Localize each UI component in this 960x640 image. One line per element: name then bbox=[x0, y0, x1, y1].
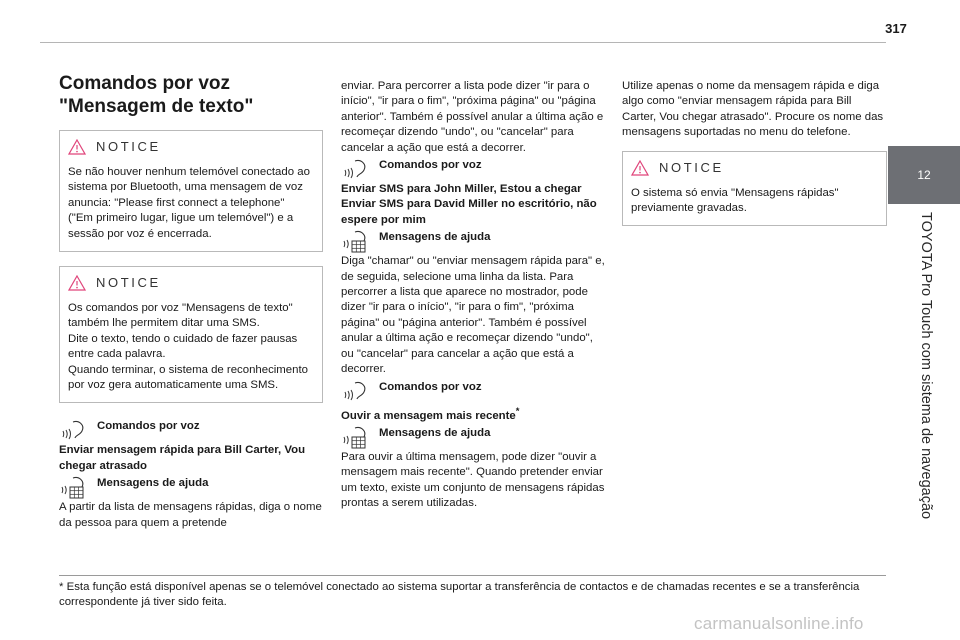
chapter-title: TOYOTA Pro Touch com sistema de navegação bbox=[918, 212, 934, 520]
help-message-header bbox=[59, 474, 323, 500]
notice-text: Os comandos por voz "Mensagens de texto" também lhe permitem ditar uma SMS. bbox=[68, 302, 293, 330]
command-example: Ouvir a mensagem mais recente* bbox=[341, 405, 520, 422]
warning-icon bbox=[68, 139, 86, 155]
voice-command-label: Comandos por voz bbox=[379, 380, 482, 393]
voice-command-header bbox=[59, 417, 323, 443]
column-1 bbox=[59, 72, 323, 531]
section-heading: Comandos por voz "Mensagem de texto" bbox=[59, 73, 254, 117]
command-example: Enviar SMS para John Miller, Estou a chegar Enviar SMS para David Miller no escritório, não espere por mim bbox=[341, 183, 597, 226]
help-text: Para ouvir a última mensagem, pode dizer "ouvir a mensagem mais recente". Quando pretender enviar um texto, existe um conjunto de mensagens rápidas prontas a serem utilizadas. bbox=[341, 450, 605, 509]
footnote bbox=[59, 580, 884, 611]
warning-icon bbox=[68, 275, 86, 291]
notice-box-quick-messages bbox=[622, 151, 887, 227]
notice-text: Se não houver nenhum telemóvel conectado ao sistema por Bluetooth, uma mensagem de voz anuncia: "Please first connect a telephone" ("Em primeiro lugar, ligue um telemóvel") e a sessão por voz é encerrada. bbox=[68, 166, 310, 240]
notice-text: Quando terminar, o sistema de reconhecimento por voz gera automaticamente uma SMS. bbox=[68, 363, 308, 392]
help-message-label: Mensagens de ajuda bbox=[379, 231, 491, 244]
voice-command-header bbox=[341, 378, 605, 404]
warning-icon bbox=[631, 160, 649, 176]
voice-command-icon bbox=[341, 378, 373, 402]
voice-command-icon bbox=[341, 156, 373, 180]
help-message-label: Mensagens de ajuda bbox=[97, 477, 209, 490]
help-text: A partir da lista de mensagens rápidas, diga o nome da pessoa para quem a pretende bbox=[59, 501, 322, 529]
notice-text: O sistema só envia "Mensagens rápidas" previamente gravadas. bbox=[631, 186, 839, 215]
voice-command-header bbox=[341, 156, 605, 182]
help-message-header bbox=[341, 228, 605, 254]
body-text: Utilize apenas o nome da mensagem rápida e diga algo como "enviar mensagem rápida para Bill Carter, Vou chegar atrasado". Procure os nome das mensagens suportadas no menu do telefone. bbox=[622, 80, 884, 139]
chapter-tab[interactable]: 12 bbox=[888, 146, 960, 204]
notice-text: Dite o texto, tendo o cuidado de fazer pausas entre cada palavra. bbox=[68, 332, 298, 361]
footnote-divider bbox=[59, 575, 886, 576]
help-message-label: Mensagens de ajuda bbox=[379, 426, 491, 439]
voice-command-label: Comandos por voz bbox=[379, 159, 482, 172]
footnote-marker: * bbox=[59, 581, 64, 593]
column-2 bbox=[341, 79, 605, 511]
help-text: Diga "chamar" ou "enviar mensagem rápida para" e, de seguida, selecione uma linha da lista. Para percorrer a lista que aparece no mostrador, pode dizer "ir para o início", "ir para o fim", "próxima página" ou "página anterior". Também é possível anular a última ação e recomeçar dizendo "undo", ou "cancelar" para cancelar a ação que está a decorrer. bbox=[341, 255, 605, 376]
notice-box-bluetooth bbox=[59, 130, 323, 252]
command-example: Enviar mensagem rápida para Bill Carter, Vou chegar atrasado bbox=[59, 444, 306, 472]
voice-command-icon bbox=[59, 417, 91, 441]
help-message-icon bbox=[59, 474, 91, 500]
help-message-header bbox=[341, 424, 605, 450]
page-number: 317 bbox=[885, 21, 907, 36]
notice-title: NOTICE bbox=[96, 139, 161, 155]
help-message-icon bbox=[341, 424, 373, 450]
help-message-icon bbox=[341, 228, 373, 254]
notice-title: NOTICE bbox=[659, 159, 724, 175]
notice-title: NOTICE bbox=[96, 275, 161, 291]
voice-command-label: Comandos por voz bbox=[97, 420, 200, 433]
watermark: carmanualsonline.info bbox=[694, 614, 864, 633]
header-divider bbox=[40, 42, 886, 43]
footnote-text: Esta função está disponível apenas se o telemóvel conectado ao sistema suportar a transferência de contactos e de chamadas recentes e se a transferência correspondente já tiver sido feita. bbox=[59, 581, 860, 609]
notice-box-dictation bbox=[59, 266, 323, 403]
footnote-marker: * bbox=[515, 405, 520, 417]
continued-text: enviar. Para percorrer a lista pode dizer "ir para o início", "ir para o fim", "próxima página" ou "página anterior". Também é possível anular a última ação e recomeçar dizendo "undo", ou "cancelar" para cancelar a ação que está a decorrer. bbox=[341, 80, 604, 154]
column-3 bbox=[622, 79, 887, 240]
